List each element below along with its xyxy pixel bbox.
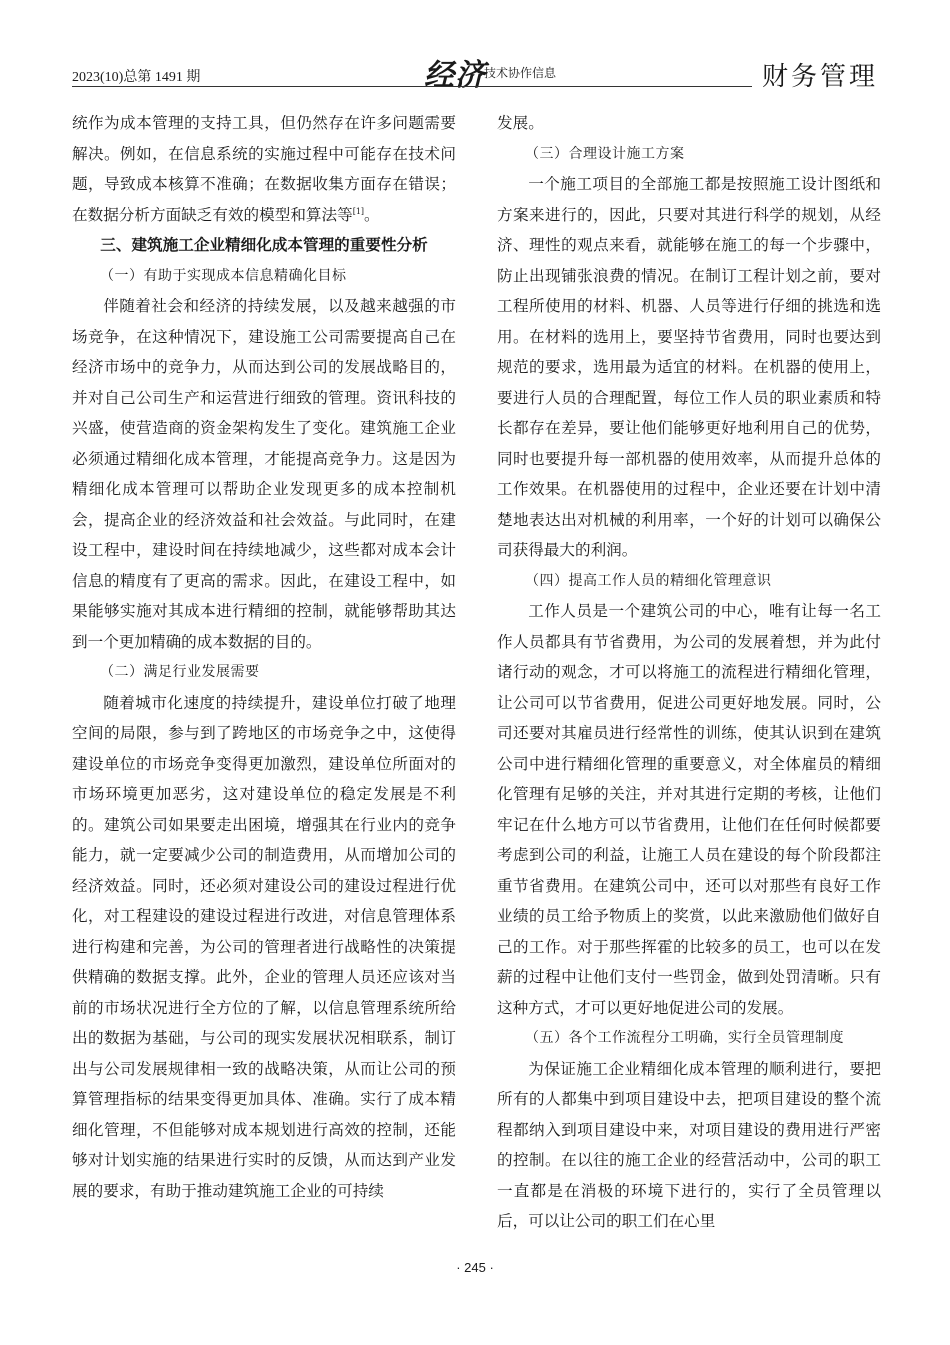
subsection-heading: （一）有助于实现成本信息精确化目标 — [100, 267, 347, 284]
journal-logo-subtitle: 技术协作信息 — [484, 66, 557, 80]
subsection-heading: （五）各个工作流程分工明确，实行全员管理制度 — [525, 1030, 844, 1046]
paragraph: 一个施工项目的全部施工都是按照施工设计图纸和方案来进行的，因此，只要对其进行科学的规划，从经济、理性的观点来看，就能够在施工的每一个步骤中，防止出现铺张浪费的情况。在制订工程计划之前，要对工程所使用的材料、机器、人员等进行仔细的挑选和选用。在材料的选用上，要坚持节省费用，同时也要达到规范的要求，选用最为适宜的材料。在机器的使用上，要进行人员的合理配置，每位工作人员的职业素质和特长都存在差异，要让他们能够更好地利用自己的优势，同时也要提升每一部机器的使用效率，从而提升总体的工作效果。在机器使用的过程中，企业还要在计划中清楚地表达出对机械的利用率，一个好的计划可以确保公司获得最大的利润。 — [497, 175, 881, 559]
left-column — [72, 108, 456, 1206]
paragraph: 为保证施工企业精细化成本管理的顺利进行，要把所有的人都集中到项目建设中去，把项目建设的整个流程都纳入到项目建设中来，对项目建设的费用进行严密的控制。在以往的施工企业的经营活动中，公司的职工一直都是在消极的环境下进行的，实行了全员管理以后，可以让公司的职工们在心里 — [497, 1059, 881, 1230]
paragraph: 工作人员是一个建筑公司的中心，唯有让每一名工作人员都具有节省费用，为公司的发展着想，并为此付诸行动的观念，才可以将施工的流程进行精细化管理，让公司可以节省费用，促进公司更好地发展。同时，公司还要对其雇员进行经常性的训练，使其认识到在建筑公司中进行精细化管理的重要意义，对全体雇员的精细化管理有足够的关注，并对其进行定期的考核，让他们牢记在什么地方可以节省费用，让他们在任何时候都要考虑到公司的利益，让施工人员在建设的每个阶段都注重节省费用。在建筑公司中，还可以对那些有良好工作业绩的员工给予物质上的奖赏，以此来激励他们做好自己的工作。对于那些挥霍的比较多的员工，也可以在发薪的过程中让他们支付一些罚金，做到处罚清晰。只有这种方式，才可以更好地促进公司的发展。 — [497, 602, 881, 1017]
section-title: 财务管理 — [761, 62, 878, 92]
section-heading: 三、建筑施工企业精细化成本管理的重要性分析 — [100, 235, 428, 254]
issue-number: 2023(10)总第 1491 期 — [72, 70, 201, 85]
header-rule — [72, 86, 752, 87]
subsection-heading: （二）满足行业发展需要 — [100, 664, 260, 680]
journal-logo: 经济 — [424, 58, 486, 93]
right-column — [497, 108, 881, 1237]
page-number: · 245 · — [456, 1260, 494, 1275]
paragraph: 伴随着社会和经济的持续发展，以及越来越强的市场竞争，在这种情况下，建设施工公司需要提高自己在经济市场中的竞争力，从而达到公司的发展战略目的，并对自己公司生产和运营进行细致的管理。资讯科技的兴盛，使营造商的资金架构发生了变化。建筑施工企业必须通过精细化成本管理，才能提高竞争力。这是因为精细化成本管理可以帮助企业发现更多的成本控制机会，提高企业的经济效益和社会效益。与此同时，在建设工程中，建设时间在持续地减少，这些都对成本会计信息的精度有了更高的需求。因此，在建设工程中，如果能够实施对其成本进行精细的控制，就能够帮助其达到一个更加精确的成本数据的目的。 — [72, 297, 456, 651]
paragraph: 统作为成本管理的支持工具，但仍然存在许多问题需要解决。例如，在信息系统的实施过程中可能存在技术问题，导致成本核算不准确；在数据收集方面存在错误；在数据分析方面缺乏有效的模型和算法等[1]。 — [72, 114, 456, 224]
subsection-heading: （四）提高工作人员的精细化管理意识 — [525, 572, 772, 589]
citation-ref: [1] — [352, 206, 365, 216]
page-header — [72, 48, 880, 94]
paragraph: 发展。 — [497, 114, 544, 132]
paragraph: 随着城市化速度的持续提升，建设单位打破了地理空间的局限，参与到了跨地区的市场竞争之中，这使得建设单位的市场竞争变得更加激烈，建设单位所面对的市场环境更加恶劣，这对建设单位的稳定发展是不利的。建筑公司如果要走出困境，增强其在行业内的竞争能力，就一定要减少公司的制造费用，从而增加公司的经济效益。同时，还必须对建设公司的建设过程进行优化，对工程建设的建设过程进行改进，对信息管理体系进行构建和完善，为公司的管理者进行战略性的决策提供精确的数据支撑。此外，企业的管理人员还应该对当前的市场状况进行全方位的了解，以信息管理系统所给出的数据为基础，与公司的现实发展状况相联系，制订出与公司发展规律相一致的战略决策，从而让公司的预算管理指标的结果变得更加具体、准确。实行了成本精细化管理，不但能够对成本规划进行高效的控制，还能够对计划实施的结果进行实时的反馈，从而达到产业发展的要求，有助于推动建筑施工企业的可持续 — [72, 693, 456, 1200]
subsection-heading: （三）合理设计施工方案 — [525, 145, 685, 162]
